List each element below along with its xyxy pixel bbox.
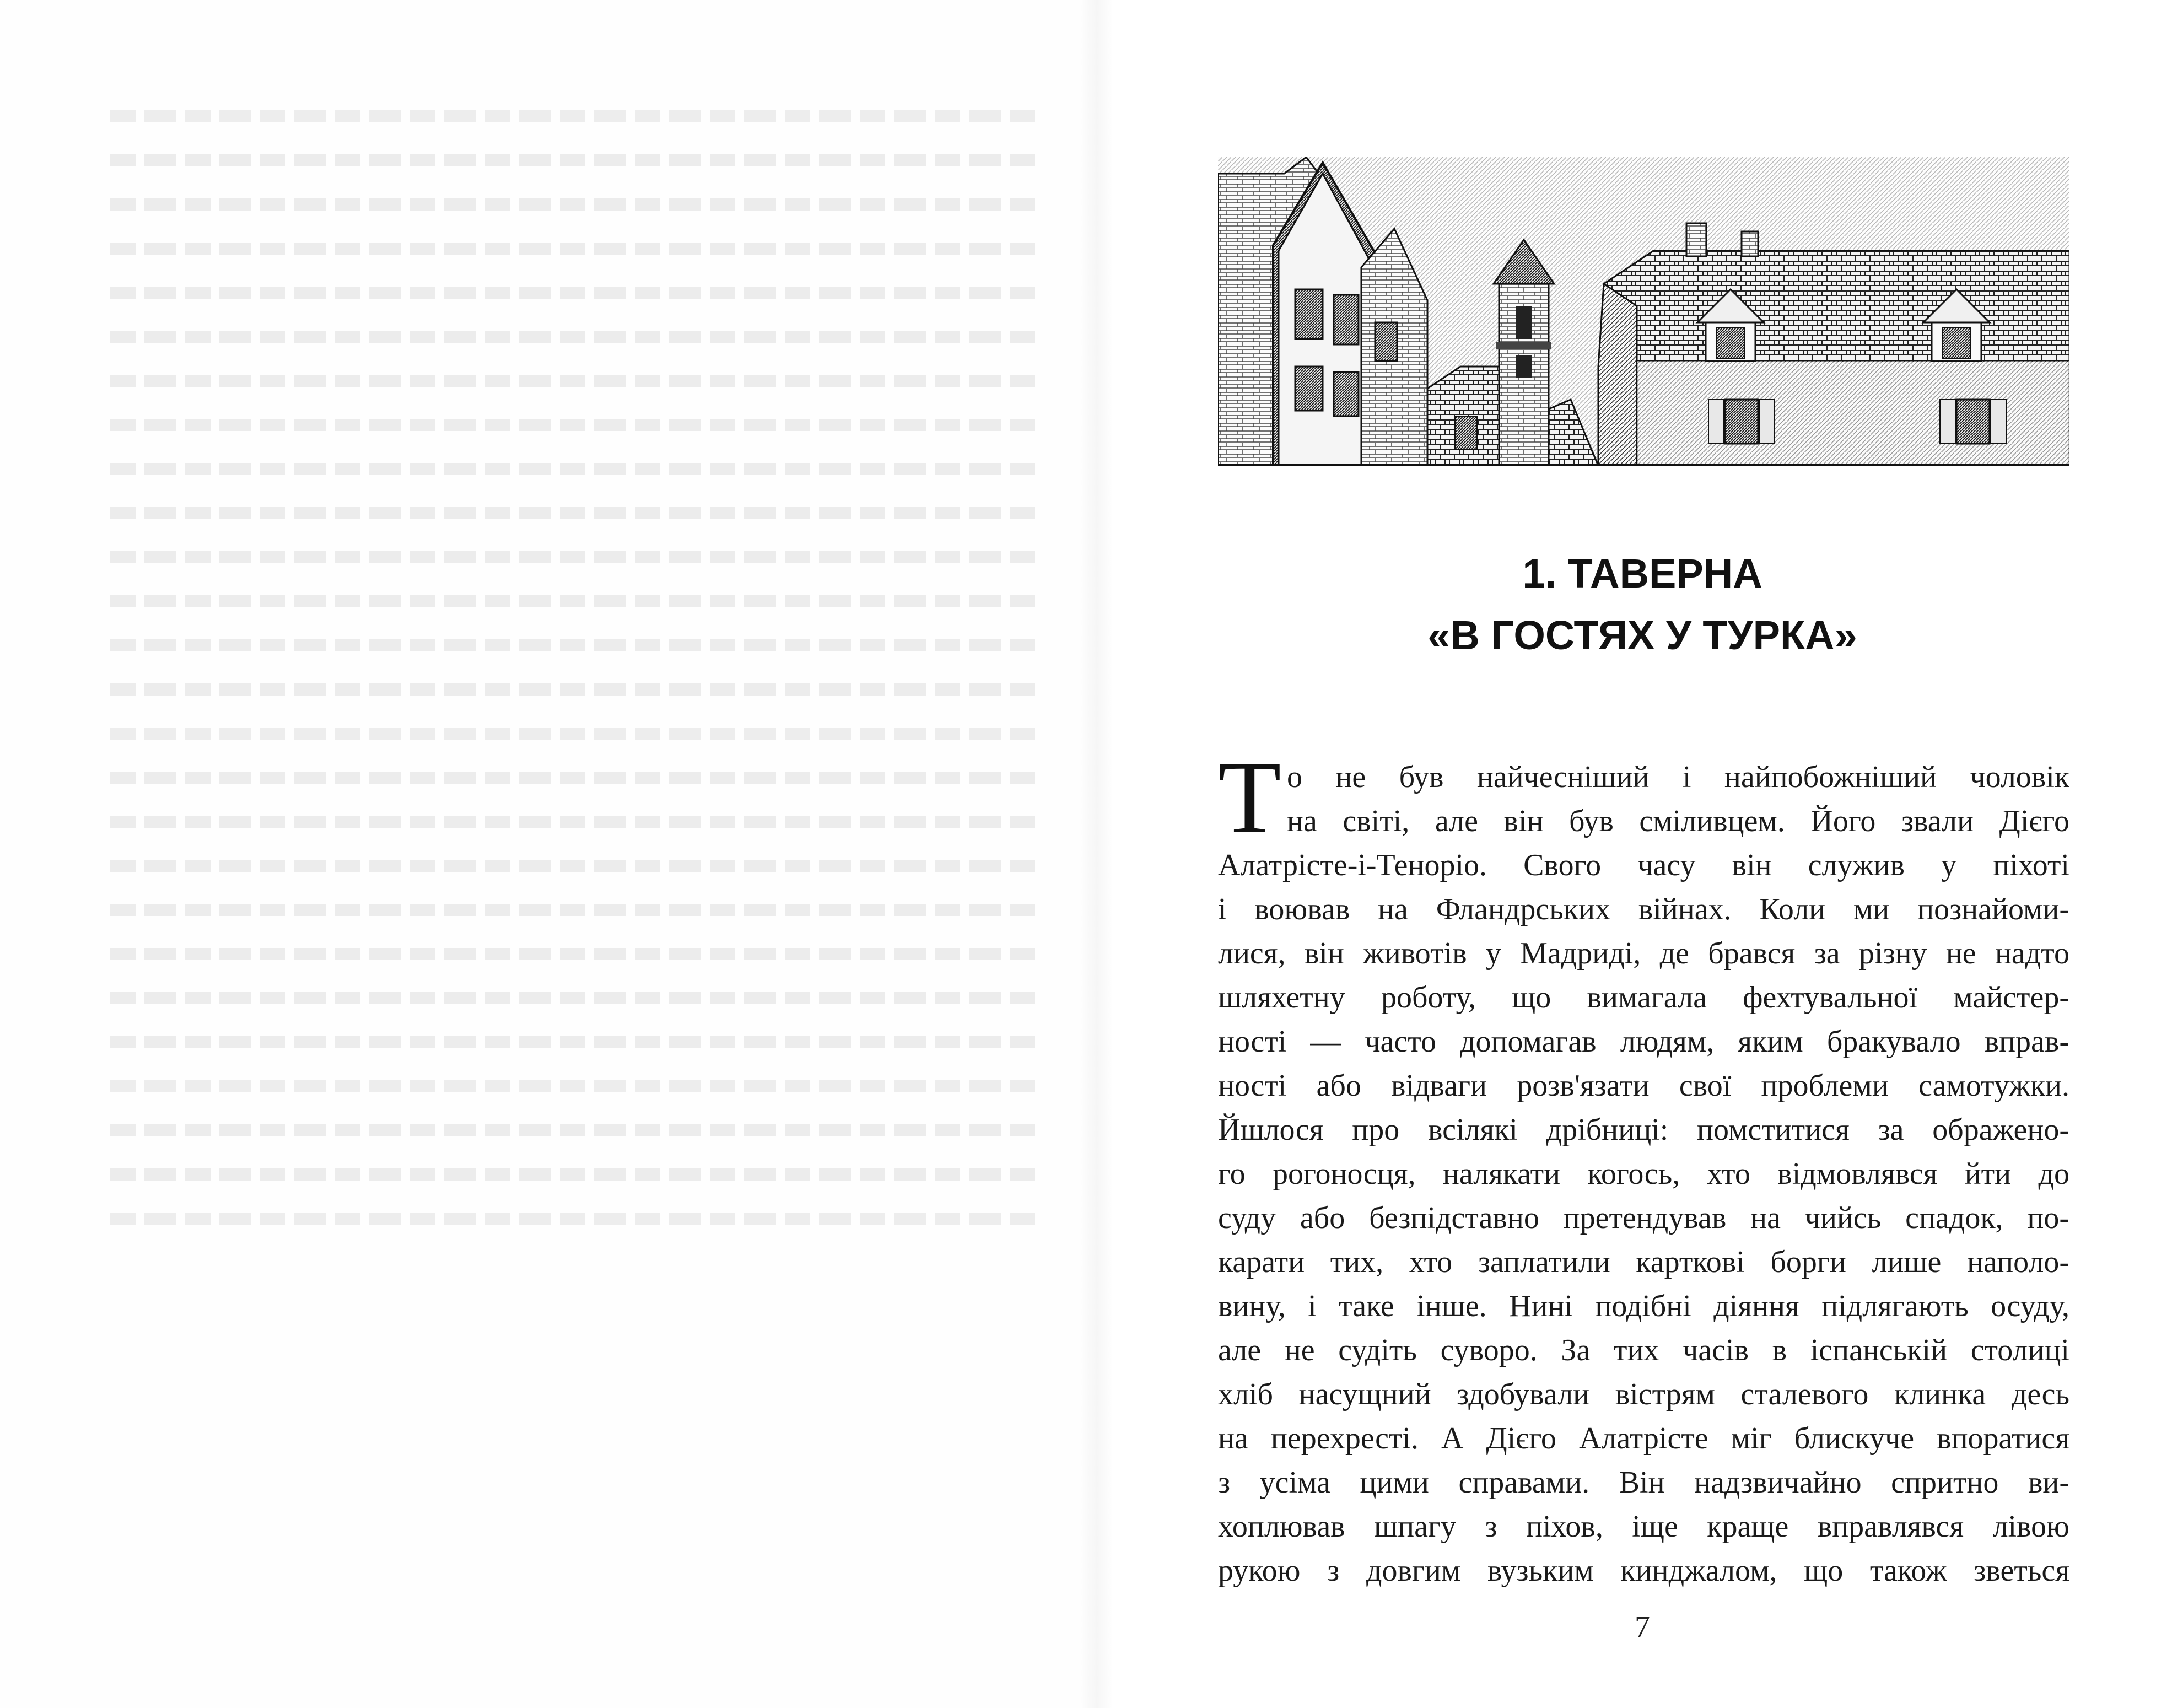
- town-rooftops-illustration: [1218, 157, 2069, 466]
- chapter-body-text: [1218, 740, 2069, 1593]
- text-line: але не судіть суворо. За тих часів в іспанській столиці: [1218, 1333, 2069, 1367]
- text-line: о не був найчесніший і найпобожніший чоловік: [1287, 760, 2069, 794]
- text-line: Йшлося про всілякі дрібниці: помститися за ображено-: [1218, 1113, 2069, 1147]
- bleed-through-text: [110, 110, 1036, 1323]
- drop-cap: Т: [1218, 740, 1281, 855]
- page-number: 7: [1635, 1610, 1650, 1644]
- text-line: ності або відваги розв'язати свої проблеми самотужки.: [1218, 1069, 2069, 1103]
- text-line: шляхетну роботу, що вимагала фехтувальної майстер-: [1218, 980, 2069, 1015]
- text-line: го рогоносця, налякати когось, хто відмовлявся йти до: [1218, 1157, 2069, 1191]
- text-line: з усіма цими справами. Він надзвичайно спритно ви-: [1218, 1465, 2069, 1500]
- text-line: хоплював шпагу з піхов, іще краще вправлявся лівою: [1218, 1510, 2069, 1544]
- text-line: суду або безпідставно претендував на чийсь спадок, по-: [1218, 1201, 2069, 1235]
- chapter-title-line-2: «В ГОСТЯХ У ТУРКА»: [1427, 612, 1857, 658]
- chapter-title-line-1: 1. ТАВЕРНА: [1522, 551, 1762, 596]
- text-line: вину, і таке інше. Нині подібні діяння підлягають осуду,: [1218, 1289, 2069, 1323]
- chapter-heading: [1212, 543, 2072, 666]
- left-page-blank: [0, 0, 1091, 1708]
- text-line: хліб насущний здобували вістрям сталевого клинка десь: [1218, 1377, 2069, 1411]
- text-line: на перехресті. А Дієго Алатрісте міг блискуче впоратися: [1218, 1421, 2069, 1456]
- drop-cap-block: [1218, 740, 2069, 855]
- text-line: і воював на Фландрських війнах. Коли ми познайоми-: [1218, 892, 2069, 926]
- text-line: лися, він животів у Мадриді, де брався за різну не надто: [1218, 936, 2069, 971]
- text-line: карати тих, хто заплатили карткові борги лише наполо-: [1218, 1245, 2069, 1279]
- text-line: на світі, але він був сміливцем. Його звали Дієго: [1287, 804, 2069, 838]
- text-line: ності — часто допомагав людям, яким бракувало вправ-: [1218, 1025, 2069, 1059]
- text-line: Алатрісте-і-Теноріо. Свого часу він служив у піхоті: [1218, 848, 2069, 882]
- text-line: рукою з довгим вузьким кинджалом, що також зветься: [1218, 1554, 2069, 1588]
